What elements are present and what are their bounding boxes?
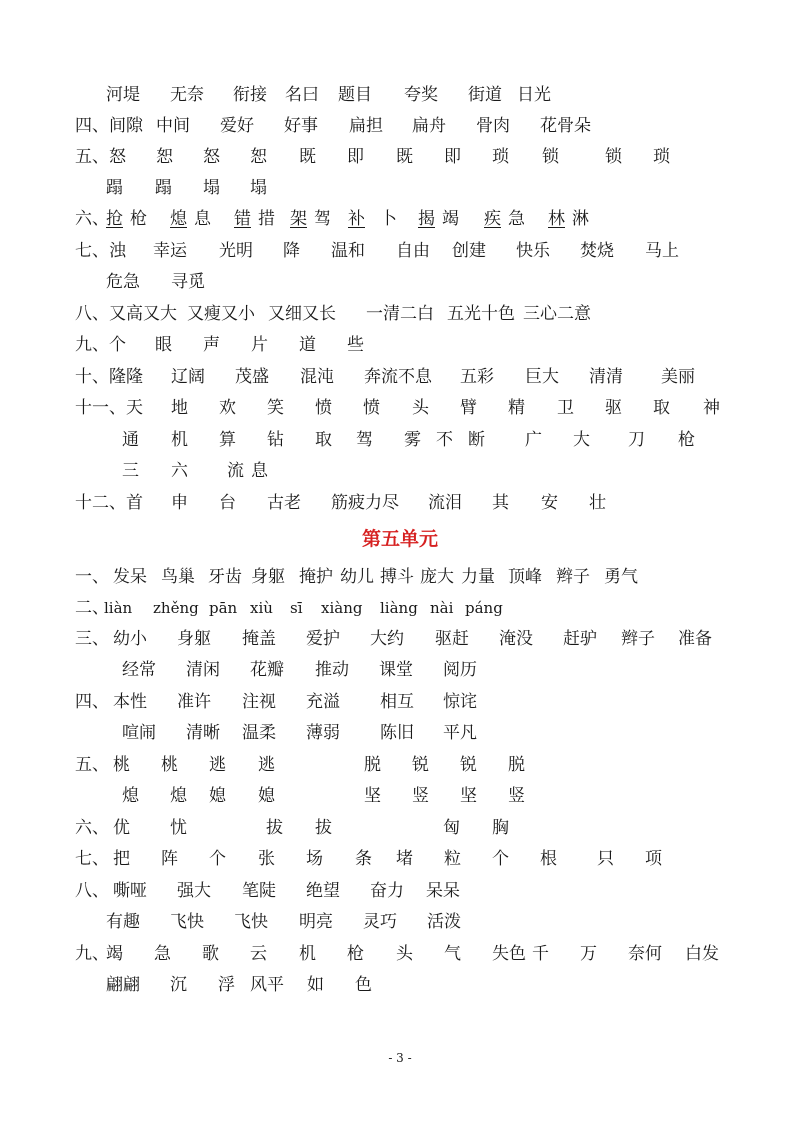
word: 逃 <box>258 755 275 775</box>
word: 好事 <box>284 116 318 136</box>
word: 色 <box>355 975 372 995</box>
word: 惊诧 <box>443 692 477 712</box>
pinyin: xiù <box>250 599 273 617</box>
word: 竖 <box>412 786 429 806</box>
word: 欢 <box>219 398 236 418</box>
word: 钻 <box>267 430 284 450</box>
word: 地 <box>171 398 188 418</box>
word: 嘶哑 <box>113 881 147 901</box>
row-u5-8 <box>0 781 800 811</box>
word: 拔 <box>266 818 283 838</box>
row-u4-9 <box>0 330 800 360</box>
word: 取 <box>653 398 670 418</box>
word: 七、 <box>75 849 109 869</box>
row-u4-8 <box>0 299 800 329</box>
word: 有趣 <box>106 912 140 932</box>
word: 驱赶 <box>435 629 469 649</box>
word: 力量 <box>461 567 495 587</box>
word: 中间 <box>156 116 190 136</box>
word: 竭 <box>106 944 123 964</box>
word: 掩盖 <box>242 629 276 649</box>
row-u5-12 <box>0 907 800 937</box>
word: 急 <box>154 944 171 964</box>
word: 又瘦又小 <box>187 304 255 324</box>
word: 准许 <box>177 692 211 712</box>
word: 光明 <box>219 241 253 261</box>
word: 胸 <box>492 818 509 838</box>
word: 息 <box>251 461 268 481</box>
word: 搏斗 <box>380 567 414 587</box>
word: 桃 <box>161 755 178 775</box>
word: 六、 <box>75 818 109 838</box>
word: 锁 <box>542 147 559 167</box>
word: 衔接 <box>233 85 267 105</box>
word: 六 <box>171 461 188 481</box>
word: 名曰 <box>285 85 319 105</box>
word: 枪 <box>130 209 147 229</box>
word: 六、 <box>75 209 109 229</box>
word: 壮 <box>589 493 606 513</box>
word: 绝望 <box>306 881 340 901</box>
word: 陈旧 <box>380 723 414 743</box>
row-u5-10 <box>0 844 800 874</box>
word: 鸟巢 <box>161 567 195 587</box>
word: 媳 <box>209 786 226 806</box>
row-u4-1 <box>0 80 800 110</box>
row-u4-2 <box>0 111 800 141</box>
word: 安 <box>541 493 558 513</box>
word: 身躯 <box>177 629 211 649</box>
word: 河堤 <box>106 85 140 105</box>
word: 温柔 <box>242 723 276 743</box>
word: 筋疲力尽 <box>331 493 399 513</box>
word: 八、 <box>75 881 109 901</box>
word: 竭 <box>442 209 459 229</box>
word: 清清 <box>589 367 623 387</box>
word: 错 <box>234 209 251 229</box>
word: 熄 <box>170 786 187 806</box>
word: 平凡 <box>443 723 477 743</box>
word: 锐 <box>460 755 477 775</box>
word: 四、间隙 <box>75 116 143 136</box>
row-u4-11 <box>0 393 800 423</box>
row-u4-10 <box>0 362 800 392</box>
word: 堵 <box>396 849 413 869</box>
word: 奈何 <box>628 944 662 964</box>
word: 爱好 <box>220 116 254 136</box>
word: 补 <box>348 209 365 229</box>
word: 媳 <box>258 786 275 806</box>
row-u4-13 <box>0 456 800 486</box>
word: 勇气 <box>604 567 638 587</box>
word: 刀 <box>628 430 645 450</box>
word: 脱 <box>364 755 381 775</box>
word: 气 <box>444 944 461 964</box>
word: 喧闹 <box>122 723 156 743</box>
word: 条 <box>355 849 372 869</box>
word: 牙齿 <box>208 567 242 587</box>
row-u5-13 <box>0 939 800 969</box>
word: 愤 <box>363 398 380 418</box>
word: 奔流不息 <box>364 367 432 387</box>
word: 三 <box>122 461 139 481</box>
row-u4-6 <box>0 236 800 266</box>
word: 既 <box>299 147 316 167</box>
word: 琐 <box>492 147 509 167</box>
word: 个 <box>492 849 509 869</box>
word: 枪 <box>347 944 364 964</box>
row-u5-9 <box>0 813 800 843</box>
word: 算 <box>219 430 236 450</box>
word: 一、 <box>75 567 109 587</box>
word: 把 <box>113 849 130 869</box>
word: 通 <box>122 430 139 450</box>
word: 淹没 <box>499 629 533 649</box>
word: 卜 <box>380 209 397 229</box>
word: 二、 <box>75 598 109 618</box>
word: 赶驴 <box>563 629 597 649</box>
word: 即 <box>444 147 461 167</box>
word: 浮 <box>218 975 235 995</box>
word: 广 <box>525 430 542 450</box>
word: 取 <box>315 430 332 450</box>
word: 熄 <box>122 786 139 806</box>
word: 张 <box>258 849 275 869</box>
row-u5-11 <box>0 876 800 906</box>
pinyin: liàng <box>380 599 418 617</box>
word: 申 <box>171 493 188 513</box>
word: 巨大 <box>525 367 559 387</box>
word: 身躯 <box>251 567 285 587</box>
word: 驱 <box>605 398 622 418</box>
word: 流泪 <box>428 493 462 513</box>
word: 扁舟 <box>412 116 446 136</box>
word: 五光十色 <box>447 304 515 324</box>
word: 题目 <box>338 85 372 105</box>
word: 竖 <box>508 786 525 806</box>
word: 骨肉 <box>476 116 510 136</box>
row-u5-5 <box>0 687 800 717</box>
unit5-title: 第五单元 <box>361 528 438 550</box>
word: 拔 <box>315 818 332 838</box>
word: 幼小 <box>113 629 147 649</box>
word: 怒 <box>203 147 220 167</box>
word: 幸运 <box>153 241 187 261</box>
word: 急 <box>508 209 525 229</box>
word: 机 <box>299 944 316 964</box>
word: 飞快 <box>234 912 268 932</box>
word: 又细又长 <box>268 304 336 324</box>
pinyin: nài <box>430 599 454 617</box>
word: 注视 <box>242 692 276 712</box>
word: 飞快 <box>170 912 204 932</box>
word: 相互 <box>380 692 414 712</box>
word: 其 <box>492 493 509 513</box>
word: 塌 <box>250 178 267 198</box>
word: 云 <box>250 944 267 964</box>
pinyin: xiàng <box>321 599 363 617</box>
word: 爱护 <box>306 629 340 649</box>
row-u5-2 <box>0 593 800 623</box>
word: 自由 <box>396 241 430 261</box>
word: 奋力 <box>370 881 404 901</box>
word: 断 <box>468 430 485 450</box>
word: 三心二意 <box>523 304 591 324</box>
row-u4-12 <box>0 425 800 455</box>
word: 坚 <box>460 786 477 806</box>
word: 薄弱 <box>306 723 340 743</box>
word: 塌 <box>203 178 220 198</box>
page-number: - 3 - <box>388 1051 412 1065</box>
row-u5-14 <box>0 970 800 1000</box>
word: 笑 <box>267 398 284 418</box>
word: 课堂 <box>379 660 413 680</box>
row-u5-1 <box>0 562 800 592</box>
word: 臂 <box>460 398 477 418</box>
word: 根 <box>540 849 557 869</box>
word: 恕 <box>250 147 267 167</box>
word: 翩翩 <box>106 975 140 995</box>
word: 抢 <box>106 209 123 229</box>
word: 锐 <box>412 755 429 775</box>
word: 混沌 <box>300 367 334 387</box>
word: 危急 <box>106 272 140 292</box>
word: 花瓣 <box>250 660 284 680</box>
word: 头 <box>396 944 413 964</box>
word: 花骨朵 <box>540 116 591 136</box>
word: 精 <box>508 398 525 418</box>
word: 项 <box>645 849 662 869</box>
word: 架 <box>290 209 307 229</box>
word: 幼儿 <box>340 567 374 587</box>
word: 措 <box>258 209 275 229</box>
word: 场 <box>306 849 323 869</box>
word: 息 <box>194 209 211 229</box>
word: 十二、首 <box>75 493 143 513</box>
word: 日光 <box>517 85 551 105</box>
word: 琐 <box>653 147 670 167</box>
word: 熄 <box>170 209 187 229</box>
word: 淋 <box>572 209 589 229</box>
word: 经常 <box>122 660 156 680</box>
word: 逃 <box>209 755 226 775</box>
word: 疾 <box>484 209 501 229</box>
word: 机 <box>171 430 188 450</box>
word: 发呆 <box>113 567 147 587</box>
pinyin: pān <box>209 599 238 617</box>
word: 茂盛 <box>235 367 269 387</box>
word: 降 <box>283 241 300 261</box>
word: 匈 <box>443 818 460 838</box>
word: 强大 <box>177 881 211 901</box>
word: 片 <box>251 335 268 355</box>
word: 古老 <box>267 493 301 513</box>
word: 创建 <box>452 241 486 261</box>
word: 台 <box>219 493 236 513</box>
word: 愤 <box>315 398 332 418</box>
pinyin: páng <box>465 599 503 617</box>
word: 揭 <box>418 209 435 229</box>
word: 顶峰 <box>508 567 542 587</box>
word: 些 <box>347 335 364 355</box>
row-u4-14 <box>0 488 800 518</box>
word: 夸奖 <box>404 85 438 105</box>
word: 如 <box>307 975 324 995</box>
word: 九、 <box>75 944 109 964</box>
word: 大 <box>573 430 590 450</box>
word: 温和 <box>331 241 365 261</box>
word: 万 <box>580 944 597 964</box>
word: 明亮 <box>299 912 333 932</box>
word: 雾 <box>404 430 421 450</box>
word: 不 <box>436 430 453 450</box>
word: 一清二白 <box>366 304 434 324</box>
row-u4-7 <box>0 267 800 297</box>
word: 十一、天 <box>75 398 143 418</box>
word: 粒 <box>444 849 461 869</box>
row-u5-6 <box>0 718 800 748</box>
word: 充溢 <box>306 692 340 712</box>
word: 推动 <box>315 660 349 680</box>
word: 五、怒 <box>75 147 126 167</box>
word: 失色 <box>492 944 526 964</box>
word: 蹋 <box>106 178 123 198</box>
word: 优 <box>113 818 130 838</box>
word: 活泼 <box>427 912 461 932</box>
word: 声 <box>203 335 220 355</box>
word: 庞大 <box>420 567 454 587</box>
word: 蹋 <box>155 178 172 198</box>
word: 清闲 <box>186 660 220 680</box>
word: 头 <box>412 398 429 418</box>
word: 驾 <box>314 209 331 229</box>
word: 阵 <box>161 849 178 869</box>
row-u5-7 <box>0 750 800 780</box>
word: 脱 <box>508 755 525 775</box>
word: 寻觅 <box>171 272 205 292</box>
word: 七、浊 <box>75 241 126 261</box>
word: 阅历 <box>443 660 477 680</box>
word: 个 <box>209 849 226 869</box>
word: 清晰 <box>186 723 220 743</box>
word: 呆呆 <box>426 881 460 901</box>
word: 神 <box>703 398 720 418</box>
word: 白发 <box>685 944 719 964</box>
row-u5-3 <box>0 624 800 654</box>
word: 辫子 <box>556 567 590 587</box>
word: 三、 <box>75 629 109 649</box>
word: 只 <box>597 849 614 869</box>
word: 九、个 <box>75 335 126 355</box>
word: 灵巧 <box>363 912 397 932</box>
word: 本性 <box>113 692 147 712</box>
pinyin: zhěng <box>153 599 199 617</box>
word: 五彩 <box>460 367 494 387</box>
word: 笔陡 <box>242 881 276 901</box>
word: 无奈 <box>170 85 204 105</box>
word: 快乐 <box>516 241 550 261</box>
row-u5-4 <box>0 655 800 685</box>
word: 五、 <box>75 755 109 775</box>
word: 眼 <box>155 335 172 355</box>
row-u4-5 <box>0 204 800 234</box>
word: 道 <box>299 335 316 355</box>
word: 即 <box>347 147 364 167</box>
word: 既 <box>396 147 413 167</box>
word: 大约 <box>370 629 404 649</box>
word: 歌 <box>202 944 219 964</box>
word: 辽阔 <box>171 367 205 387</box>
word: 流 <box>227 461 244 481</box>
word: 十、隆隆 <box>75 367 143 387</box>
word: 卫 <box>557 398 574 418</box>
row-u4-4 <box>0 173 800 203</box>
word: 美丽 <box>661 367 695 387</box>
word: 桃 <box>113 755 130 775</box>
word: 八、又高又大 <box>75 304 177 324</box>
word: 辫子 <box>621 629 655 649</box>
pinyin: liàn <box>104 599 133 617</box>
word: 马上 <box>645 241 679 261</box>
word: 准备 <box>678 629 712 649</box>
word: 街道 <box>468 85 502 105</box>
word: 恕 <box>156 147 173 167</box>
pinyin: sī <box>290 599 303 617</box>
word: 扁担 <box>349 116 383 136</box>
word: 四、 <box>75 692 109 712</box>
word: 忧 <box>170 818 187 838</box>
word: 沉 <box>170 975 187 995</box>
word: 枪 <box>678 430 695 450</box>
word: 林 <box>548 209 565 229</box>
word: 驾 <box>356 430 373 450</box>
word: 锁 <box>605 147 622 167</box>
row-u4-3 <box>0 142 800 172</box>
word: 焚烧 <box>580 241 614 261</box>
word: 掩护 <box>299 567 333 587</box>
word: 坚 <box>364 786 381 806</box>
word: 风平 <box>250 975 284 995</box>
word: 千 <box>532 944 549 964</box>
